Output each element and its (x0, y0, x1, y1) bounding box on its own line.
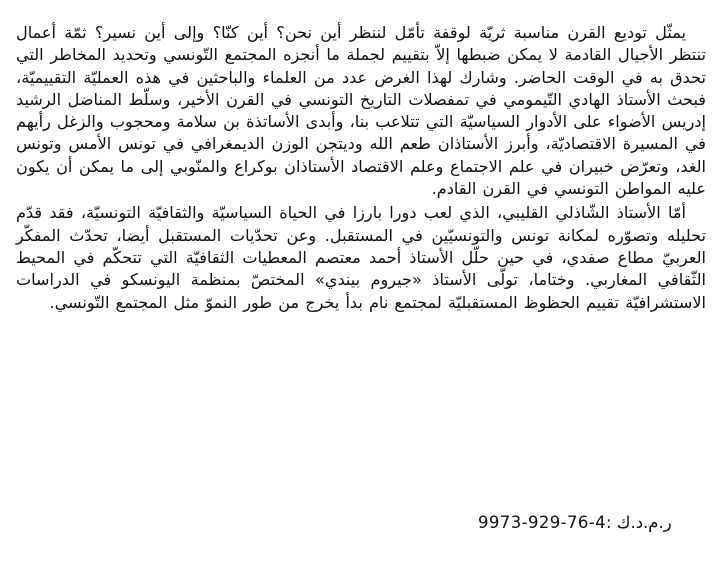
paragraph-intro: يمثّل توديع القرن مناسبة ثريّة لوقفة تأمّل لننظر أين نحن؟ أين كنّا؟ وإلى أين نسير؟ ثمّة أعمال تنتظر الأجيال القادمة لا يمكن ضبطها إلاّ بتقييم لجملة ما أنجزه المجتمع التّونسي وتحديد المخاطر التي تحدق به في الوقت الحاضر. وشارك لهذا الغرض عدد من العلماء والباحثين في هذه العمليّة التقييميّة، فبحث الأستاذ الهادي التّيمومي في تمفصلات التاريخ التونسي في القرن الأخير، وسلّط المناضل الرشيد إدريس الأضواء على الأدوار السياسيّة التي تتلاعب بنا، وأبدى الأساتذة بن سلامة ومحجوب والزغل رأيهم في المسيرة الاقتصاديّة، وأبرز الأستاذان طعم الله وديتجن الوزن الديمغرافي في تونس الأمس وتونس الغد، وتعرّض خبيران في علم الاجتماع وعلم الاقتصاد الأستاذان بوكراع والمنّوبي إلى ما يمكن أن يكون عليه المواطن التونسي في القرن القادم. (16, 23, 706, 199)
paragraph-contributors: أمّا الأستاذ الشّاذلي القليبي، الذي لعب دورا بارزا في الحياة السياسيّة والثقافيّة التونسيّة، فقد قدّم تحليله وتصوّره لمكانة تونس والتونسيّين في المستقبل. وعن تحدّيات المستقبل أيضا، تحدّث المفكّر العربيّ مطاع صفدي، في حين حلّل الأستاذ أحمد معتصم المعطيات الثقافيّة التي تتحكّم في المحيط الثّقافي المغاربي. وختاما، تولّى الأستاذ «جيروم بيندي» المختصّ بمنظمة اليونسكو في الدراسات الاستشرافيّة تقييم الحظوظ المستقبليّة لمجتمع نام بدأ يخرج من طور النموّ مثل المجتمع التّونسي. (16, 203, 706, 312)
isbn-label: ر.م.د.ك : (606, 513, 672, 532)
document-body (16, 22, 706, 314)
isbn-line (478, 511, 706, 535)
isbn-number: 9973-929-76-4 (478, 513, 607, 532)
